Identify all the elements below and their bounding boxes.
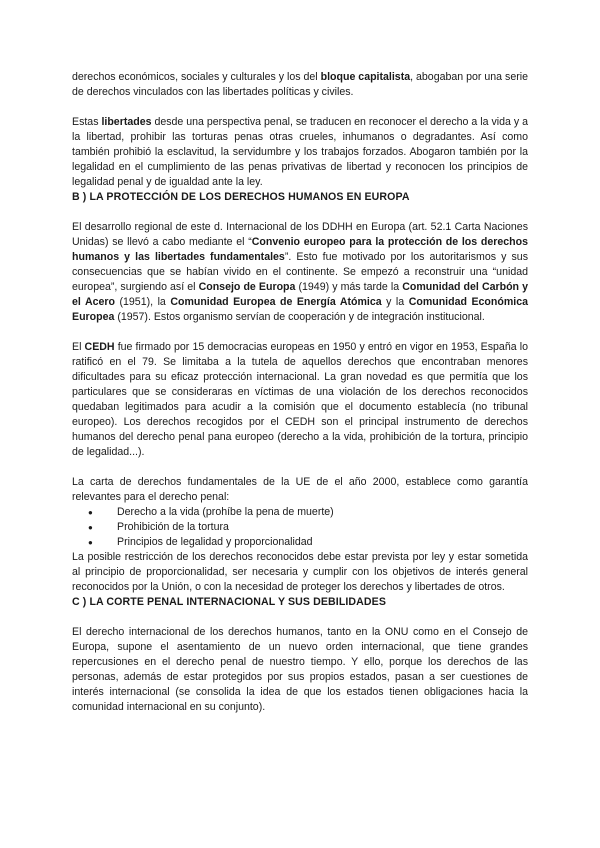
list-item: ● Prohibición de la tortura [72, 520, 528, 535]
bold-term: Comunidad Europea de Energía Atómica [170, 296, 382, 308]
paragraph-desarrollo-regional: El desarrollo regional de este d. Internacional de los DDHH en Europa (art. 52.1 Carta Naciones Unidas) se llevó a cabo mediante el “Convenio europeo para la protección de los derechos humanos y las libertades fundamentales”. Esto fue motivado por los autoritarismos y sus consecuencias que se habían vivido en el continente. Se empezó a reconstruir una “unidad europea”, surgiendo así el Consejo de Europa (1949) y más tarde la Comunidad del Carbón y el Acero (1951), la Comunidad Europea de Energía Atómica y la Comunidad Económica Europea (1957). Estos organismo servían de cooperación y de integración institucional. [72, 221, 528, 323]
paragraph-cedh: El CEDH fue firmado por 15 democracias europeas en 1950 y entró en vigor en 1953, España lo ratificó en el 79. Se limitaba a la tutela de aquellos derechos que encontraban menores dificultades para su eficaz protección internacional. La gran novedad es que permitía que los particulares que se consideraras en víctimas de una violación de los derechos reconocidos quedaban legitimados para acudir a la comisión que el documento establecía (no tribunal europeo). Los derechos recogidos por el CEDH son el principal instrumento de derechos humanos del derecho penal pana europeo (derecho a la vida, prohibición de la tortura, principio de legalidad...). [72, 341, 528, 458]
paragraph-restriccion: La posible restricción de los derechos reconocidos debe estar prevista por ley y estar sometida al principio de proporcionalidad, ser necesaria y cumplir con los objetivos de interés general reconocidos por la Unión, o con la necesidad de proteger los derechos y libertades de otros. [72, 551, 528, 593]
paragraph-bloque-capitalista: derechos económicos, sociales y culturales y los del bloque capitalista, abogaban por una serie de derechos vinculados con las libertades políticas y civiles. [72, 71, 528, 98]
section-heading-c: C ) LA CORTE PENAL INTERNACIONAL Y SUS DEBILIDADES [72, 596, 387, 608]
bold-term: Consejo de Europa [198, 281, 296, 293]
bold-term: CEDH [84, 341, 115, 353]
section-heading-b: B ) LA PROTECCIÓN DE LOS DERECHOS HUMANOS EN EUROPA [72, 191, 410, 203]
paragraph-derecho-internacional: El derecho internacional de los derechos humanos, tanto en la ONU como en el Consejo de Europa, supone el asentamiento de un nuevo orden internacional, que tiene grandes repercusiones en el derecho penal de nuestro tiempo. Y ello, porque los derechos de las personas, además de estar protegidos por sus propios estados, pasan a ser cuestiones de interés internacional (se consolida la idea de que los estados tienen obligaciones hacia la comunidad internacional en su conjunto). [72, 626, 528, 713]
paragraph-carta-derechos: La carta de derechos fundamentales de la UE de el año 2000, establece como garantía relevantes para el derecho penal: [72, 476, 528, 503]
bold-term: Comunidad del Carbón y el Acero [72, 281, 528, 308]
bold-term: Comunidad Económica Europea [72, 296, 528, 323]
bold-term: Convenio europeo para la protección de los derechos humanos y las libertades fundamentales [72, 236, 528, 263]
bullet-list [72, 505, 528, 550]
list-item: ● Principios de legalidad y proporcionalidad [72, 535, 528, 550]
paragraph-libertades: Estas libertades desde una perspectiva penal, se traducen en reconocer el derecho a la vida y a la libertad, prohibir las torturas penas otras crueles, inhumanos o degradantes. Así como también prohibió la esclavitud, la servidumbre y los trabajos forzados. Abogaron también por la legalidad en el cumplimiento de las penas privativas de libertad y reconocen los principios de legalidad penal y de igualdad ante la ley. [72, 116, 528, 188]
list-item: ● Derecho a la vida (prohíbe la pena de muerte) [72, 505, 528, 520]
document-page [72, 70, 528, 715]
bold-term: bloque capitalista [320, 71, 411, 83]
bold-term: libertades [101, 116, 152, 128]
